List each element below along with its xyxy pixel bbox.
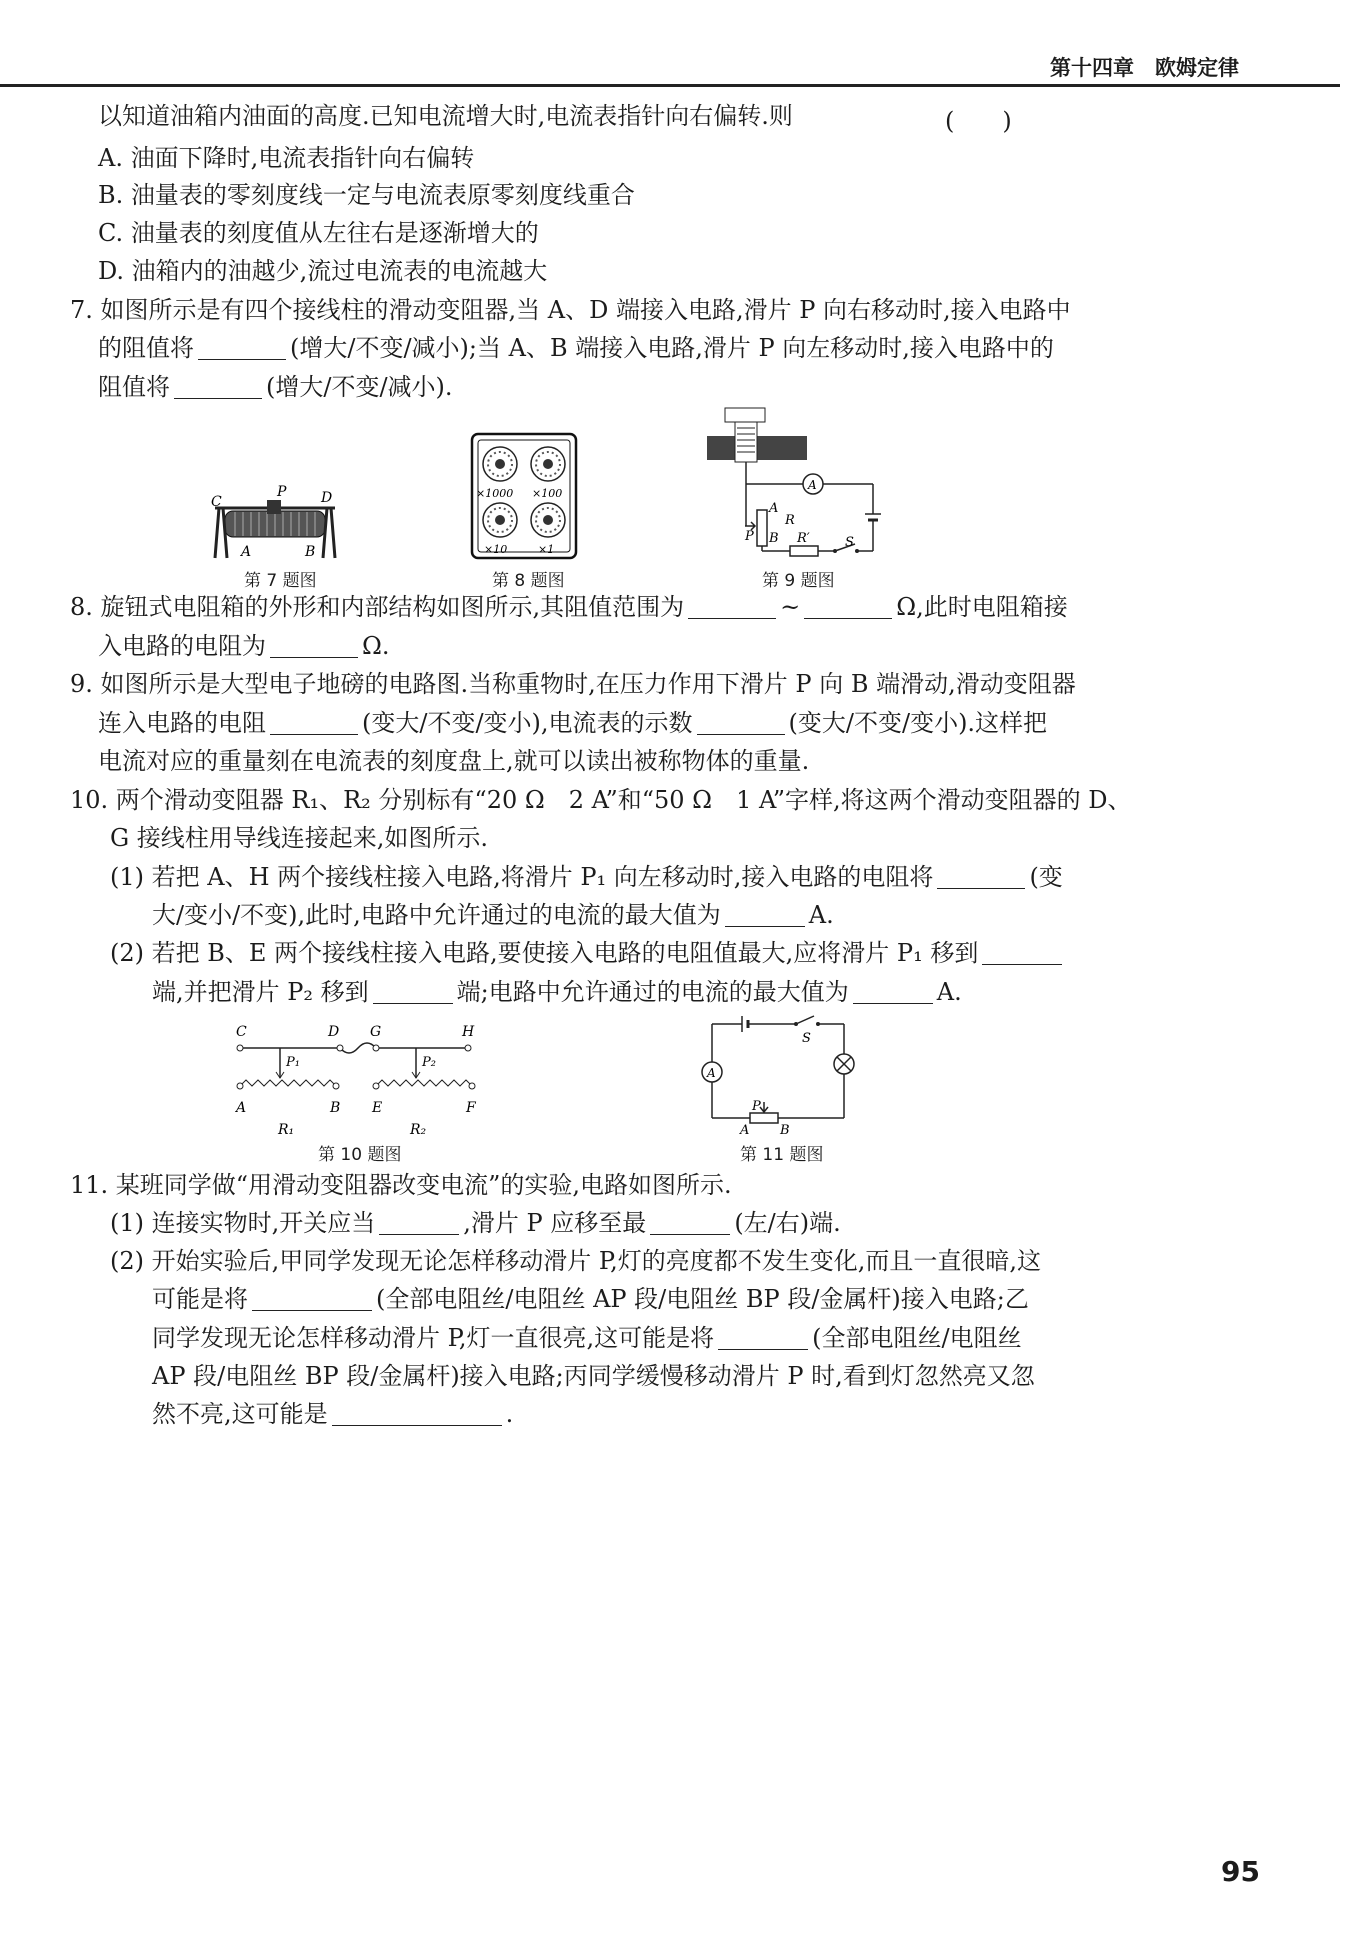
q6-line: 以知道油箱内油面的高度.已知电流增大时,电流表指针向右偏转.则 — [98, 102, 793, 130]
label-c: C — [211, 494, 222, 510]
answer-blank[interactable] — [332, 1403, 502, 1426]
q11-sub2-line-2: 可能是将 (全部电阻丝/电阻丝 AP 段/电阻丝 BP 段/金属杆)接入电路;乙 — [152, 1285, 1029, 1313]
label-b: B — [769, 531, 779, 546]
label-e: E — [372, 1100, 383, 1116]
label-s: S — [802, 1031, 811, 1046]
q11-sub2-line-3: 同学发现无论怎样移动滑片 P,灯一直很亮,这可能是将 (全部电阻丝/电阻丝 — [152, 1324, 1022, 1352]
caption-fig11: 第 11 题图 — [740, 1145, 824, 1165]
caption-fig7: 第 7 题图 — [244, 571, 317, 591]
q8-line-2: 入电路的电阻为 Ω. — [98, 632, 390, 660]
label-a: A — [236, 1100, 247, 1116]
label-b: B — [305, 544, 316, 560]
answer-blank[interactable] — [688, 596, 776, 619]
label-p: P — [277, 484, 287, 500]
q11-sub1: (1) 连接实物时,开关应当 ,滑片 P 应移至最 (左/右)端. — [110, 1209, 841, 1237]
q6-option-b: B. 油量表的零刻度线一定与电流表原零刻度线重合 — [98, 181, 635, 209]
answer-blank[interactable] — [982, 942, 1062, 965]
label-p: P — [745, 529, 754, 544]
label-a: A — [769, 501, 779, 516]
q6-option-c: C. 油量表的刻度值从左往右是逐渐增大的 — [98, 219, 539, 247]
answer-blank[interactable] — [198, 337, 286, 360]
answer-blank[interactable] — [373, 981, 453, 1004]
q9-line-2: 连入电路的电阻 (变大/不变/变小),电流表的示数 (变大/不变/变小).这样把 — [98, 709, 1048, 737]
answer-blank[interactable] — [252, 1288, 372, 1311]
label-g: G — [370, 1024, 382, 1040]
answer-blank[interactable] — [174, 376, 262, 399]
answer-blank[interactable] — [804, 596, 892, 619]
label-p: P — [752, 1099, 761, 1114]
q7-line-2: 的阻值将 (增大/不变/减小);当 A、B 端接入电路,滑片 P 向左移动时,接入电路中的 — [98, 334, 1054, 362]
label-r-prime: R′ — [797, 531, 810, 546]
q10-sub1-line-2: 大/变小/不变),此时,电路中允许通过的电流的最大值为 A. — [152, 901, 834, 929]
answer-blank[interactable] — [270, 635, 358, 658]
q6-option-a: A. 油面下降时,电流表指针向右偏转 — [98, 144, 475, 172]
figure-11-circuit — [696, 1010, 866, 1140]
answer-blank[interactable] — [725, 904, 805, 927]
q7-line-1: 7. 如图所示是有四个接线柱的滑动变阻器,当 A、D 端接入电路,滑片 P 向右移动时,接入电路中 — [70, 296, 1071, 324]
figure-7-rheostat — [205, 478, 345, 563]
q7-line-3: 阻值将 (增大/不变/减小). — [98, 373, 453, 401]
label-c: C — [236, 1024, 247, 1040]
figure-8-resistance-box — [470, 432, 578, 560]
q10-line-2: G 接线柱用导线连接起来,如图所示. — [110, 824, 489, 852]
figure-10-two-rheostats — [228, 1020, 488, 1140]
label-s: S — [845, 535, 854, 550]
svg-text:A: A — [707, 1066, 716, 1080]
label-d: D — [328, 1024, 340, 1040]
answer-blank[interactable] — [697, 712, 785, 735]
caption-fig10: 第 10 题图 — [318, 1145, 402, 1165]
q10-sub1-line-1: (1) 若把 A、H 两个接线柱接入电路,将滑片 P₁ 向左移动时,接入电路的电阻将 (变 — [110, 863, 1063, 891]
q11-sub2-line-1: (2) 开始实验后,甲同学发现无论怎样移动滑片 P,灯的亮度都不发生变化,而且一直很暗,这 — [110, 1247, 1042, 1275]
svg-text:A: A — [808, 478, 817, 492]
answer-blank[interactable] — [937, 866, 1025, 889]
label-b: B — [780, 1123, 790, 1138]
answer-blank[interactable] — [270, 712, 358, 735]
q11-sub2-line-4: AP 段/电阻丝 BP 段/金属杆)接入电路;丙同学缓慢移动滑片 P 时,看到灯忽然亮又忽 — [152, 1362, 1035, 1390]
label-r1: R₁ — [278, 1122, 295, 1138]
caption-fig8: 第 8 题图 — [492, 571, 565, 591]
q8-line-1: 8. 旋钮式电阻箱的外形和内部结构如图所示,其阻值范围为 ~ Ω,此时电阻箱接 — [70, 593, 1068, 621]
q10-sub2-line-2: 端,并把滑片 P₂ 移到 端;电路中允许通过的电流的最大值为 A. — [152, 978, 962, 1006]
label-d: D — [321, 490, 333, 506]
header-rule — [0, 84, 1340, 87]
q6-answer-paren: ( ) — [945, 107, 1012, 135]
answer-blank[interactable] — [853, 981, 933, 1004]
label-f: F — [466, 1100, 476, 1116]
q11-line-1: 11. 某班同学做“用滑动变阻器改变电流”的实验,电路如图所示. — [70, 1171, 732, 1199]
label-a: A — [740, 1123, 750, 1138]
answer-blank[interactable] — [718, 1327, 808, 1350]
caption-fig9: 第 9 题图 — [762, 571, 835, 591]
label-p1: P₁ — [286, 1055, 300, 1070]
dial-label-10: ×10 — [484, 543, 508, 556]
q9-line-1: 9. 如图所示是大型电子地磅的电路图.当称重物时,在压力作用下滑片 P 向 B 端滑动,滑动变阻器 — [70, 670, 1076, 698]
answer-blank[interactable] — [650, 1212, 730, 1235]
chapter-header: 第十四章 欧姆定律 — [1050, 56, 1239, 80]
q10-sub2-line-1: (2) 若把 B、E 两个接线柱接入电路,要使接入电路的电阻值最大,应将滑片 P₁ 移到 — [110, 938, 1066, 968]
label-p2: P₂ — [422, 1055, 436, 1070]
dial-label-1: ×1 — [538, 543, 555, 556]
dial-label-100: ×100 — [532, 487, 563, 500]
dial-label-1000: ×1000 — [476, 487, 514, 500]
q10-line-1: 10. 两个滑动变阻器 R₁、R₂ 分别标有“20 Ω 2 A”和“50 Ω 1 A”字样,将这两个滑动变阻器的 D、 — [70, 786, 1132, 814]
label-b: B — [330, 1100, 341, 1116]
figure-9-scale-circuit — [705, 406, 890, 562]
label-r: R — [785, 513, 795, 528]
answer-blank[interactable] — [379, 1212, 459, 1235]
label-a: A — [241, 544, 252, 560]
q9-line-3: 电流对应的重量刻在电流表的刻度盘上,就可以读出被称物体的重量. — [98, 747, 810, 775]
q11-sub2-line-5: 然不亮,这可能是 . — [152, 1400, 514, 1428]
label-r2: R₂ — [410, 1122, 427, 1138]
q6-option-d: D. 油箱内的油越少,流过电流表的电流越大 — [98, 257, 548, 285]
label-h: H — [462, 1024, 475, 1040]
page-number: 95 — [1221, 1855, 1260, 1888]
